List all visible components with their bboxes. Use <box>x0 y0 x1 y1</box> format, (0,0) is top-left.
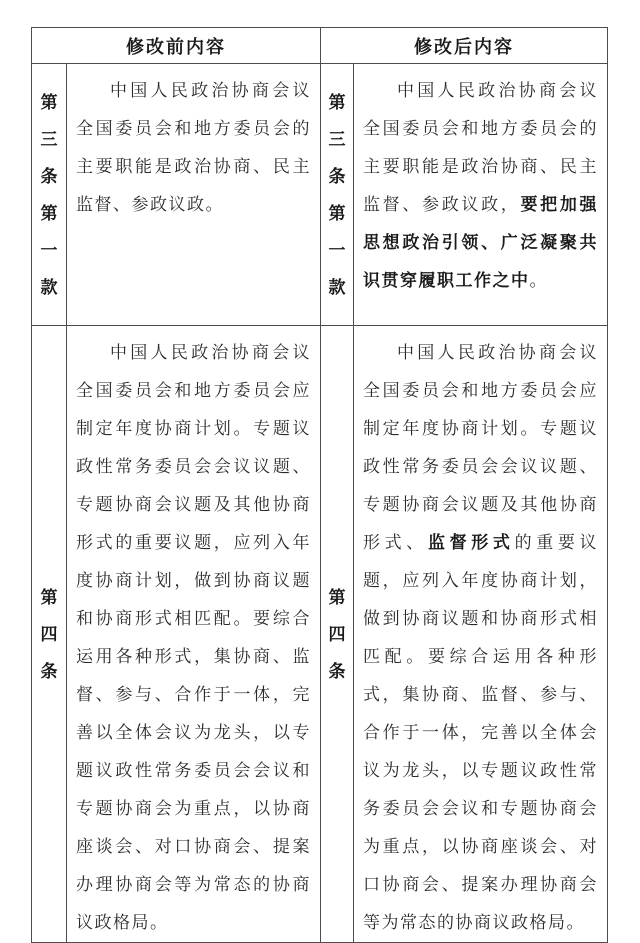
clause-label-char: 一 <box>328 240 346 260</box>
inserted-text: 监督形式 <box>427 533 515 552</box>
clause-label-char: 第 <box>40 92 58 112</box>
header-after-revision: 修改后内容 <box>321 28 608 64</box>
clause-label <box>321 326 354 943</box>
clause-label-char: 第 <box>328 587 346 607</box>
content-after-revision <box>354 64 608 326</box>
inserted-text: 要把加强思想政治引领、广泛凝聚共识贯穿履职工作之中 <box>363 195 599 290</box>
body-text: 中国人民政治协商会议全国委员会和地方委员会应制定年度协商计划。专题议政性常务委员会会议议题、专题协商会议题及其他协商形式、 <box>363 343 598 552</box>
clause-label-char: 第 <box>328 203 346 223</box>
content-before-revision <box>67 64 321 326</box>
clause-label-char: 条 <box>328 166 346 186</box>
clause-label <box>32 326 67 943</box>
body-text: 中国人民政治协商会议全国委员会和地方委员会的主要职能是政治协商、民主监督、参政议政， <box>363 81 598 214</box>
content-before-revision-paragraph <box>76 72 311 224</box>
table-header-row <box>32 28 608 64</box>
body-text: 。 <box>529 271 548 290</box>
content-before-revision-paragraph <box>76 334 311 942</box>
clause-label-char: 第 <box>40 587 58 607</box>
clause-label <box>321 64 354 326</box>
clause-label-char: 条 <box>328 661 346 681</box>
clause-label-char: 三 <box>328 129 346 149</box>
clause-label-char: 第 <box>328 92 346 112</box>
content-before-revision <box>67 326 321 943</box>
content-after-revision <box>354 326 608 943</box>
body-text: 中国人民政治协商会议全国委员会和地方委员会的主要职能是政治协商、民主监督、参政议政。 <box>76 81 311 214</box>
table-row <box>32 64 608 326</box>
clause-label-char: 四 <box>328 624 346 644</box>
header-before-revision: 修改前内容 <box>32 28 321 64</box>
clause-label-char: 条 <box>40 661 58 681</box>
clause-label-char: 款 <box>40 277 58 297</box>
table-body <box>32 64 608 943</box>
content-after-revision-paragraph <box>363 72 598 300</box>
clause-label <box>32 64 67 326</box>
body-text: 的重要议题，应列入年度协商计划，做到协商议题和协商形式相匹配。要综合运用各种形式，集协商、监督、参与、合作于一体，完善以全体会议为龙头，以专题议政性常务委员会会议和专题协商会为重点，以协商座谈会、对口协商会、提案办理协商会等为常态的协商议政格局。 <box>363 533 599 932</box>
clause-label-char: 款 <box>328 277 346 297</box>
clause-label-char: 条 <box>40 166 58 186</box>
clause-label-char: 一 <box>40 240 58 260</box>
clause-label-char: 四 <box>40 624 58 644</box>
body-text: 中国人民政治协商会议全国委员会和地方委员会应制定年度协商计划。专题议政性常务委员会会议议题、专题协商会议题及其他协商形式的重要议题，应列入年度协商计划，做到协商议题和协商形式相匹配。要综合运用各种形式，集协商、监督、参与、合作于一体，完善以全体会议为龙头，以专题议政性常务委员会会议和专题协商会为重点，以协商座谈会、对口协商会、提案办理协商会等为常态的协商议政格局。 <box>76 343 311 932</box>
revision-comparison-table <box>31 27 608 943</box>
content-after-revision-paragraph <box>363 334 598 942</box>
clause-label-char: 三 <box>40 129 58 149</box>
table-row <box>32 326 608 943</box>
clause-label-char: 第 <box>40 203 58 223</box>
